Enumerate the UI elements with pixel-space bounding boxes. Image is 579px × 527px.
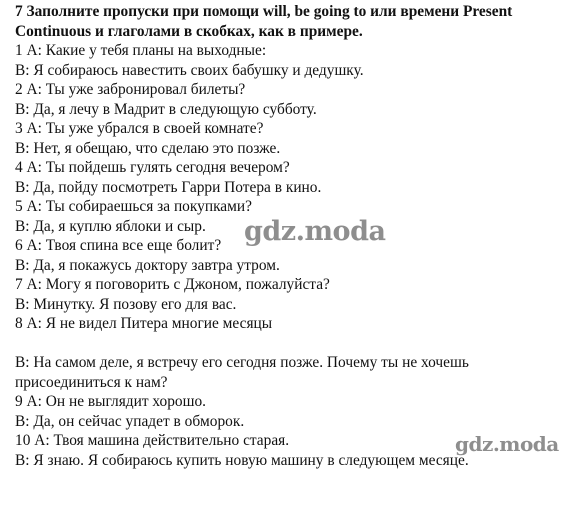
title-line-1: 7 Заполните пропуски при помощи will, be going to или времени Present <box>15 3 513 20</box>
dialogue-line-8b: В: На самом деле, я встречу его сегодня позже. Почему ты не хочешь присоединиться к нам? <box>15 354 469 391</box>
dialogue-line-10b: В: Я знаю. Я собираюсь купить новую машину в следующем месяце. <box>15 452 469 469</box>
dialogue-line-3a: 3 А: Ты уже убрался в своей комнате? <box>15 120 264 137</box>
dialogue-line-3b: В: Нет, я обещаю, что сделаю это позже. <box>15 140 281 157</box>
dialogue-line-2a: 2 А: Ты уже забронировал билеты? <box>15 81 246 98</box>
dialogue-line-1a: 1 А: Какие у тебя планы на выходные: <box>15 42 267 59</box>
dialogue-line-8a: 8 А: Я не видел Питера многие месяцы <box>15 315 273 332</box>
dialogue-line-6a: 6 А: Твоя спина все еще болит? <box>15 237 222 254</box>
title-line-2: Continuous и глаголами в скобках, как в примере. <box>15 22 363 40</box>
dialogue-line-9b: В: Да, он сейчас упадет в обморок. <box>15 413 245 430</box>
dialogue-line-5a: 5 А: Ты собираешься за покупками? <box>15 198 252 215</box>
exercise-title <box>15 2 575 41</box>
dialogue-line-7b: В: Минутку. Я позову его для вас. <box>15 296 237 313</box>
dialogue-line-4b: В: Да, пойду посмотреть Гарри Потера в кино. <box>15 179 322 196</box>
dialogue-line-9a: 9 А: Он не выглядит хорошо. <box>15 393 207 410</box>
dialogue-line-6b: В: Да, я покажусь доктору завтра утром. <box>15 257 280 274</box>
watermark-gdz-moda: gdz.moda <box>244 216 386 247</box>
dialogue-line-1b: В: Я собираюсь навестить своих бабушку и дедушку. <box>15 62 364 79</box>
watermark-gdz-moda-small: gdz.moda <box>455 432 559 456</box>
dialogue-line-10a: 10 А: Твоя машина действительно старая. <box>15 432 290 449</box>
dialogue-line-2b: В: Да, я лечу в Мадрит в следующую субботу. <box>15 101 317 118</box>
dialogue-line-7a: 7 А: Могу я поговорить с Джоном, пожалуйста? <box>15 276 330 293</box>
dialogue-line-4a: 4 А: Ты пойдешь гулять сегодня вечером? <box>15 159 290 176</box>
dialogue-line-5b: В: Да, я куплю яблоки и сыр. <box>15 218 206 235</box>
